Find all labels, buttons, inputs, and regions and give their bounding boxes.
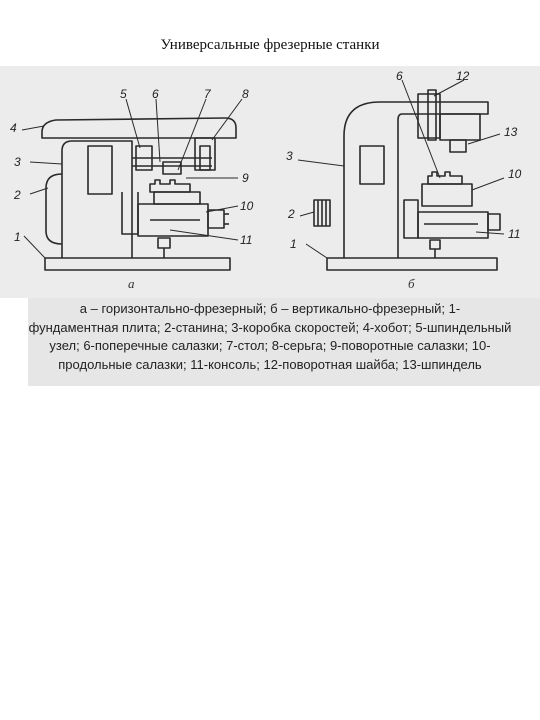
label-9-left: 9: [242, 171, 249, 185]
label-11-left: 11: [240, 233, 253, 247]
motor-left: [46, 174, 62, 244]
caption-line-2: фундаментная плита; 2-станина; 3-коробка скоростей; 4-хобот; 5-шпиндельный: [28, 319, 512, 335]
column-right: [344, 102, 488, 258]
label-4-left: 4: [10, 121, 17, 135]
label-13-right: 13: [504, 125, 518, 139]
label-3-right: 3: [286, 149, 293, 163]
label-6-left: 6: [152, 87, 159, 101]
label-3-left: 3: [14, 155, 21, 169]
label-2-right: 2: [288, 207, 295, 221]
page-title: Универсальные фрезерные станки: [160, 37, 380, 53]
label-8-left: 8: [242, 87, 249, 101]
machine-figure: [0, 66, 540, 298]
caption-line-4: продольные салазки; 11-консоль; 12-поворотная шайба; 13-шпиндель: [58, 356, 482, 372]
overarm-left: [42, 118, 236, 138]
caption-line-1: а – горизонтально-фрезерный; б – вертикально-фрезерный; 1-: [79, 301, 461, 316]
label-11-right: 11: [508, 227, 521, 241]
sublabel-b: б: [408, 276, 415, 291]
base-plate-left: [45, 258, 230, 270]
label-10-left: 10: [240, 199, 254, 213]
speedbox-left: [88, 146, 112, 194]
horizontal-milling-machine: [22, 99, 242, 270]
label-6-right: 6: [396, 69, 403, 83]
label-7-left: 7: [204, 87, 211, 101]
milling-machines-diagram: [0, 66, 540, 298]
label-2-left: 2: [14, 188, 21, 202]
label-12-right: 12: [456, 69, 470, 83]
caption-line-3: узел; 6-поперечные салазки; 7-стол; 8-серьга; 9-поворотные салазки; 10-: [49, 338, 491, 353]
vertical-milling-machine: [298, 80, 504, 270]
label-1-left: 1: [14, 230, 21, 244]
figure-caption: [0, 300, 540, 374]
label-5-left: 5: [120, 87, 127, 101]
sublabel-a: а: [128, 276, 135, 291]
label-10-right: 10: [508, 167, 522, 181]
base-plate-right: [327, 258, 497, 270]
label-1-right: 1: [290, 237, 297, 251]
